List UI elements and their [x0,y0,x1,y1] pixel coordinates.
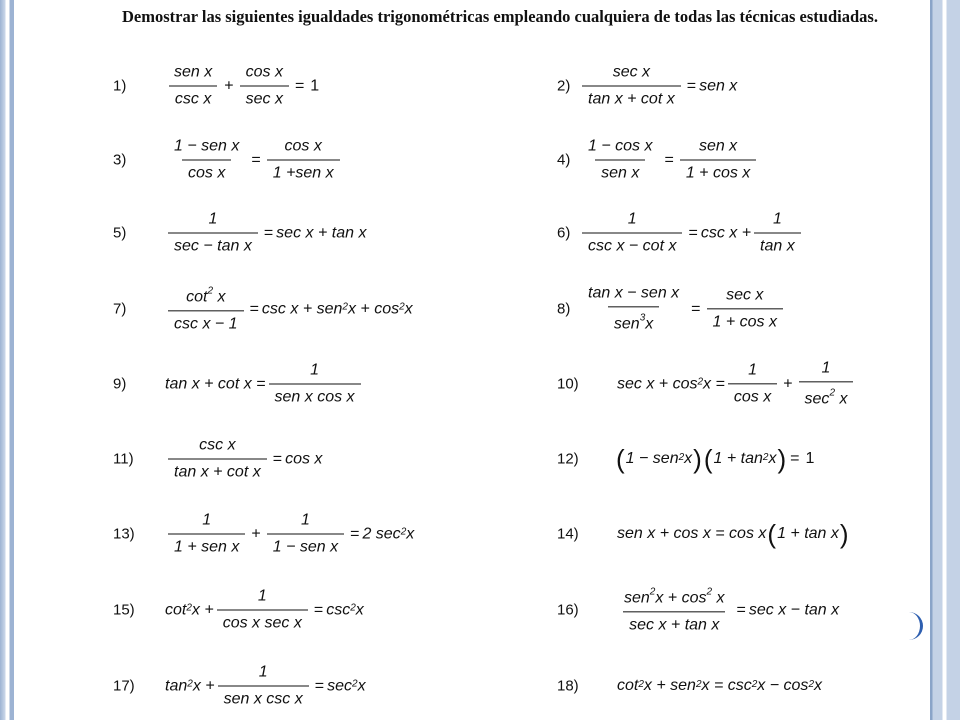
equation-10: sec x + cos $^2$ x = $\frac{1}{\text{cos x}}$ + $\frac{1}{\sec^2 x}$ [617,359,856,408]
equation-9: tan x + cot x = $\frac{1}{\text{sen x cos x}}$ [165,362,364,407]
equation-14: sen x + cos x = cos x ( 1 + tan x ) [617,519,849,549]
fraction: $\frac{1}{\text{cos x}}$ [728,361,777,406]
equation-16: $\frac{sen^2x + \cos^2 x}{\text{sec x + tan x}}$ = sec x − tan x [615,585,839,634]
fraction: $\frac{\text{cos x}}{\text{1 +sen x}}$ [267,138,340,183]
equation-3: $\frac{\text{1 − sen x}}{\text{cos x}}$ = $\frac{\text{cos x}}{\text{1 +sen x}}$ [165,138,343,183]
fraction: $\frac{\text{tan x − sen x}}{sen^3x}$ [588,284,680,333]
equation-18: cot $^2$ x + sen $^2$ x = csc $^2$ x − cos $^2$ x [617,677,822,694]
equation-5: $\frac{1}{\text{sec − tan x}}$ = sec x + tan x [165,211,366,256]
decorative-arc [908,612,923,640]
fraction: $\frac{1}{\text{1 + sen x}}$ [168,512,245,557]
fraction: $\frac{1}{\text{csc x − cot x}}$ [582,211,682,256]
fraction: $\frac{\cot^2 x}{\text{csc x − 1}}$ [168,284,244,333]
instructions-header: Demostrar las siguientes igualdades trigonométricas empleando cualquiera de todas las técnicas estudiadas. [122,7,878,26]
fraction: $\frac{sen^2x + \cos^2 x}{\text{sec x + tan x}}$ [624,586,725,634]
equation-13: $\frac{1}{\text{1 + sen x}}$ + $\frac{1}{\text{1 − sen x}}$ = 2 sec $^2$ x [165,512,414,557]
fraction: $\frac{\text{csc x}}{\text{tan x + cot x}}$ [168,437,267,482]
fraction: $\frac{\text{1 − cos x}}{\text{sen x}}$ [588,137,653,182]
fraction: $\frac{1}{\sec^2 x}$ [799,359,854,408]
equation-7: $\frac{\cot^2 x}{\text{csc x − 1}}$ = csc x + sen $^2$ x + cos $^2$ x [165,284,413,333]
fraction: $\frac{1}{\text{sec − tan x}}$ [168,211,258,256]
slide-right-border [930,0,960,720]
fraction: $\frac{\text{cos x}}{\text{sec x}}$ [240,64,289,109]
fraction: $\frac{\text{sec x}}{\text{1 + cos x}}$ [707,286,783,331]
equation-1: $\frac{\text{sen x}}{\text{csc x}}$ + $\frac{\text{cos x}}{\text{sec x}}$ = 1 [165,64,322,109]
equation-15: cot $^2$ x + $\frac{1}{\text{cos x sec x}}$ = csc $^2$ x [165,587,364,632]
equation-12: ( 1 − sen $^2$ x ) ( 1 + tan $^2$ x ) = 1 [616,444,815,474]
fraction: $\frac{\text{sen x}}{\text{1 + cos x}}$ [680,138,756,183]
equation-11: $\frac{\text{csc x}}{\text{tan x + cot x}}$ = cos x [165,437,322,482]
equation-6: $\frac{1}{\text{csc x − cot x}}$ = csc x + $\frac{1}{\text{tan x}}$ [579,211,804,256]
slide-left-border [0,0,14,720]
fraction: $\frac{\text{sec x}}{\text{tan x + cot x}}$ [582,64,681,109]
equation-4: $\frac{\text{1 − cos x}}{\text{sen x}}$ = $\frac{\text{sen x}}{\text{1 + cos x}}$ [579,138,759,183]
fraction: $\frac{1}{\text{sen x cos x}}$ [269,362,361,407]
fraction: $\frac{1}{\text{tan x}}$ [754,211,801,256]
equation-2: $\frac{\text{sec x}}{\text{tan x + cot x}}$ = sen x [579,64,737,109]
equation-17: tan $^2$ x + $\frac{1}{\text{sen x csc x}}$ = sec $^2$ x [165,663,366,708]
fraction: $\frac{\text{1 − sen x}}{\text{cos x}}$ [174,137,240,182]
fraction: $\frac{1}{\text{sen x csc x}}$ [218,664,309,709]
fraction: $\frac{\text{sen x}}{\text{csc x}}$ [168,64,218,109]
fraction: $\frac{1}{\text{1 − sen x}}$ [267,512,344,557]
equation-8: $\frac{\text{tan x − sen x}}{sen^3x}$ = $\frac{\text{sec x}}{\text{1 + cos x}}$ [579,284,786,333]
fraction: $\frac{1}{\text{cos x sec x}}$ [217,588,308,633]
